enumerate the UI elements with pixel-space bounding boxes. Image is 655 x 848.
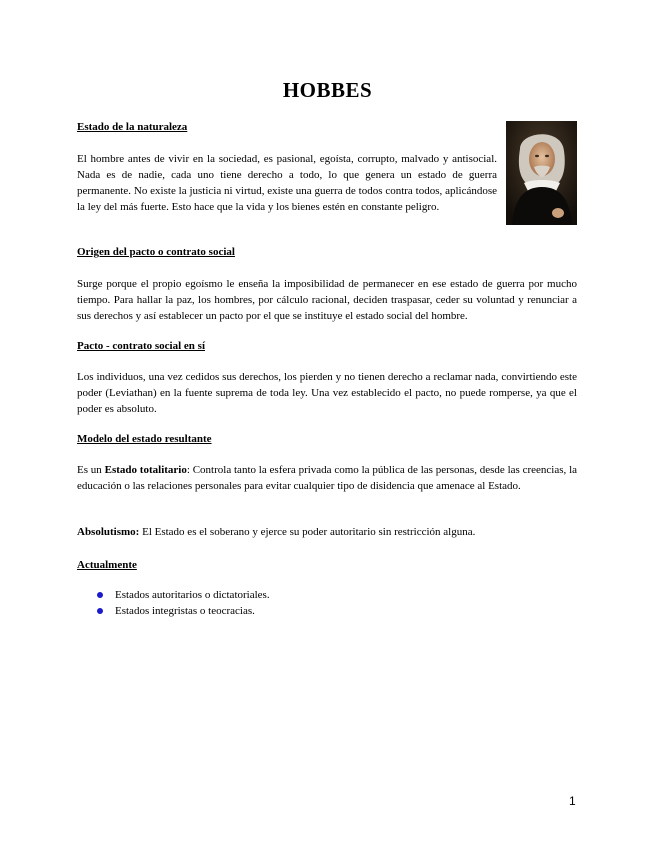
page-number: 1 <box>569 794 576 808</box>
list-item-label: Estados autoritarios o dictatoriales. <box>115 589 270 601</box>
section-heading-estado-naturaleza: Estado de la naturaleza <box>77 121 188 133</box>
text-pre: Es un <box>77 464 105 476</box>
section-heading-origen-pacto: Origen del pacto o contrato social <box>77 246 235 258</box>
absolutismo-text: El Estado es el soberano y ejerce su poder autoritario sin restricción alguna. <box>139 526 476 538</box>
section-text-origen-pacto: Surge porque el propio egoísmo le enseña la imposibilidad de permanecer en ese estado de guerra por mucho tiempo. Para hallar la paz, los hombres, por cálculo racional, deciden traspasar, ceder su voluntad y renunciar a sus derechos y así establecer un pacto por el que se instituye el estado social del hombre. <box>77 278 577 322</box>
list-item <box>95 603 270 619</box>
section-text-modelo-estado <box>77 462 577 494</box>
term-estado-totalitario: Estado totalitario <box>104 464 187 476</box>
page-title: HOBBES <box>282 78 373 102</box>
section-heading-actualmente: Actualmente <box>77 559 137 571</box>
list-item <box>95 587 270 603</box>
section-text-estado-naturaleza: El hombre antes de vivir en la sociedad, es pasional, egoísta, corrupto, malvado y antisocial. Nada es de nadie, cada uno tiene derecho a todo, lo que genera un estado de guerra permanente. No existe la justicia ni virtud, existe una guerra de todos contra todos, aplicándose la ley del más fuerte. Esto hace que la vida y los bienes estén en constante peligro. <box>77 153 497 213</box>
section-heading-pacto-contrato: Pacto - contrato social en sí <box>77 340 205 352</box>
section-text-pacto-contrato: Los individuos, una vez cedidos sus derechos, los pierden y no tienen derecho a reclamar nada, convirtiendo este poder (Leviathan) en la fuente suprema de toda ley. Una vez establecido el pacto, no puede romperse, ya que el poder es absoluto. <box>77 371 577 415</box>
bullet-icon <box>97 592 103 598</box>
list-item-label: Estados integristas o teocracias. <box>115 605 255 617</box>
hobbes-portrait-image <box>506 121 577 225</box>
actualmente-list <box>95 587 270 619</box>
section-heading-modelo-estado: Modelo del estado resultante <box>77 433 212 445</box>
term-absolutismo: Absolutismo: <box>77 526 140 538</box>
absolutismo-paragraph <box>77 524 577 540</box>
bullet-icon <box>97 608 103 614</box>
text-post: : Controla tanto la esfera privada como la pública de las personas, desde las creencias, la educación o las relaciones personales para evitar cualquier tipo de disidencia que amenace al Estado. <box>77 464 578 492</box>
